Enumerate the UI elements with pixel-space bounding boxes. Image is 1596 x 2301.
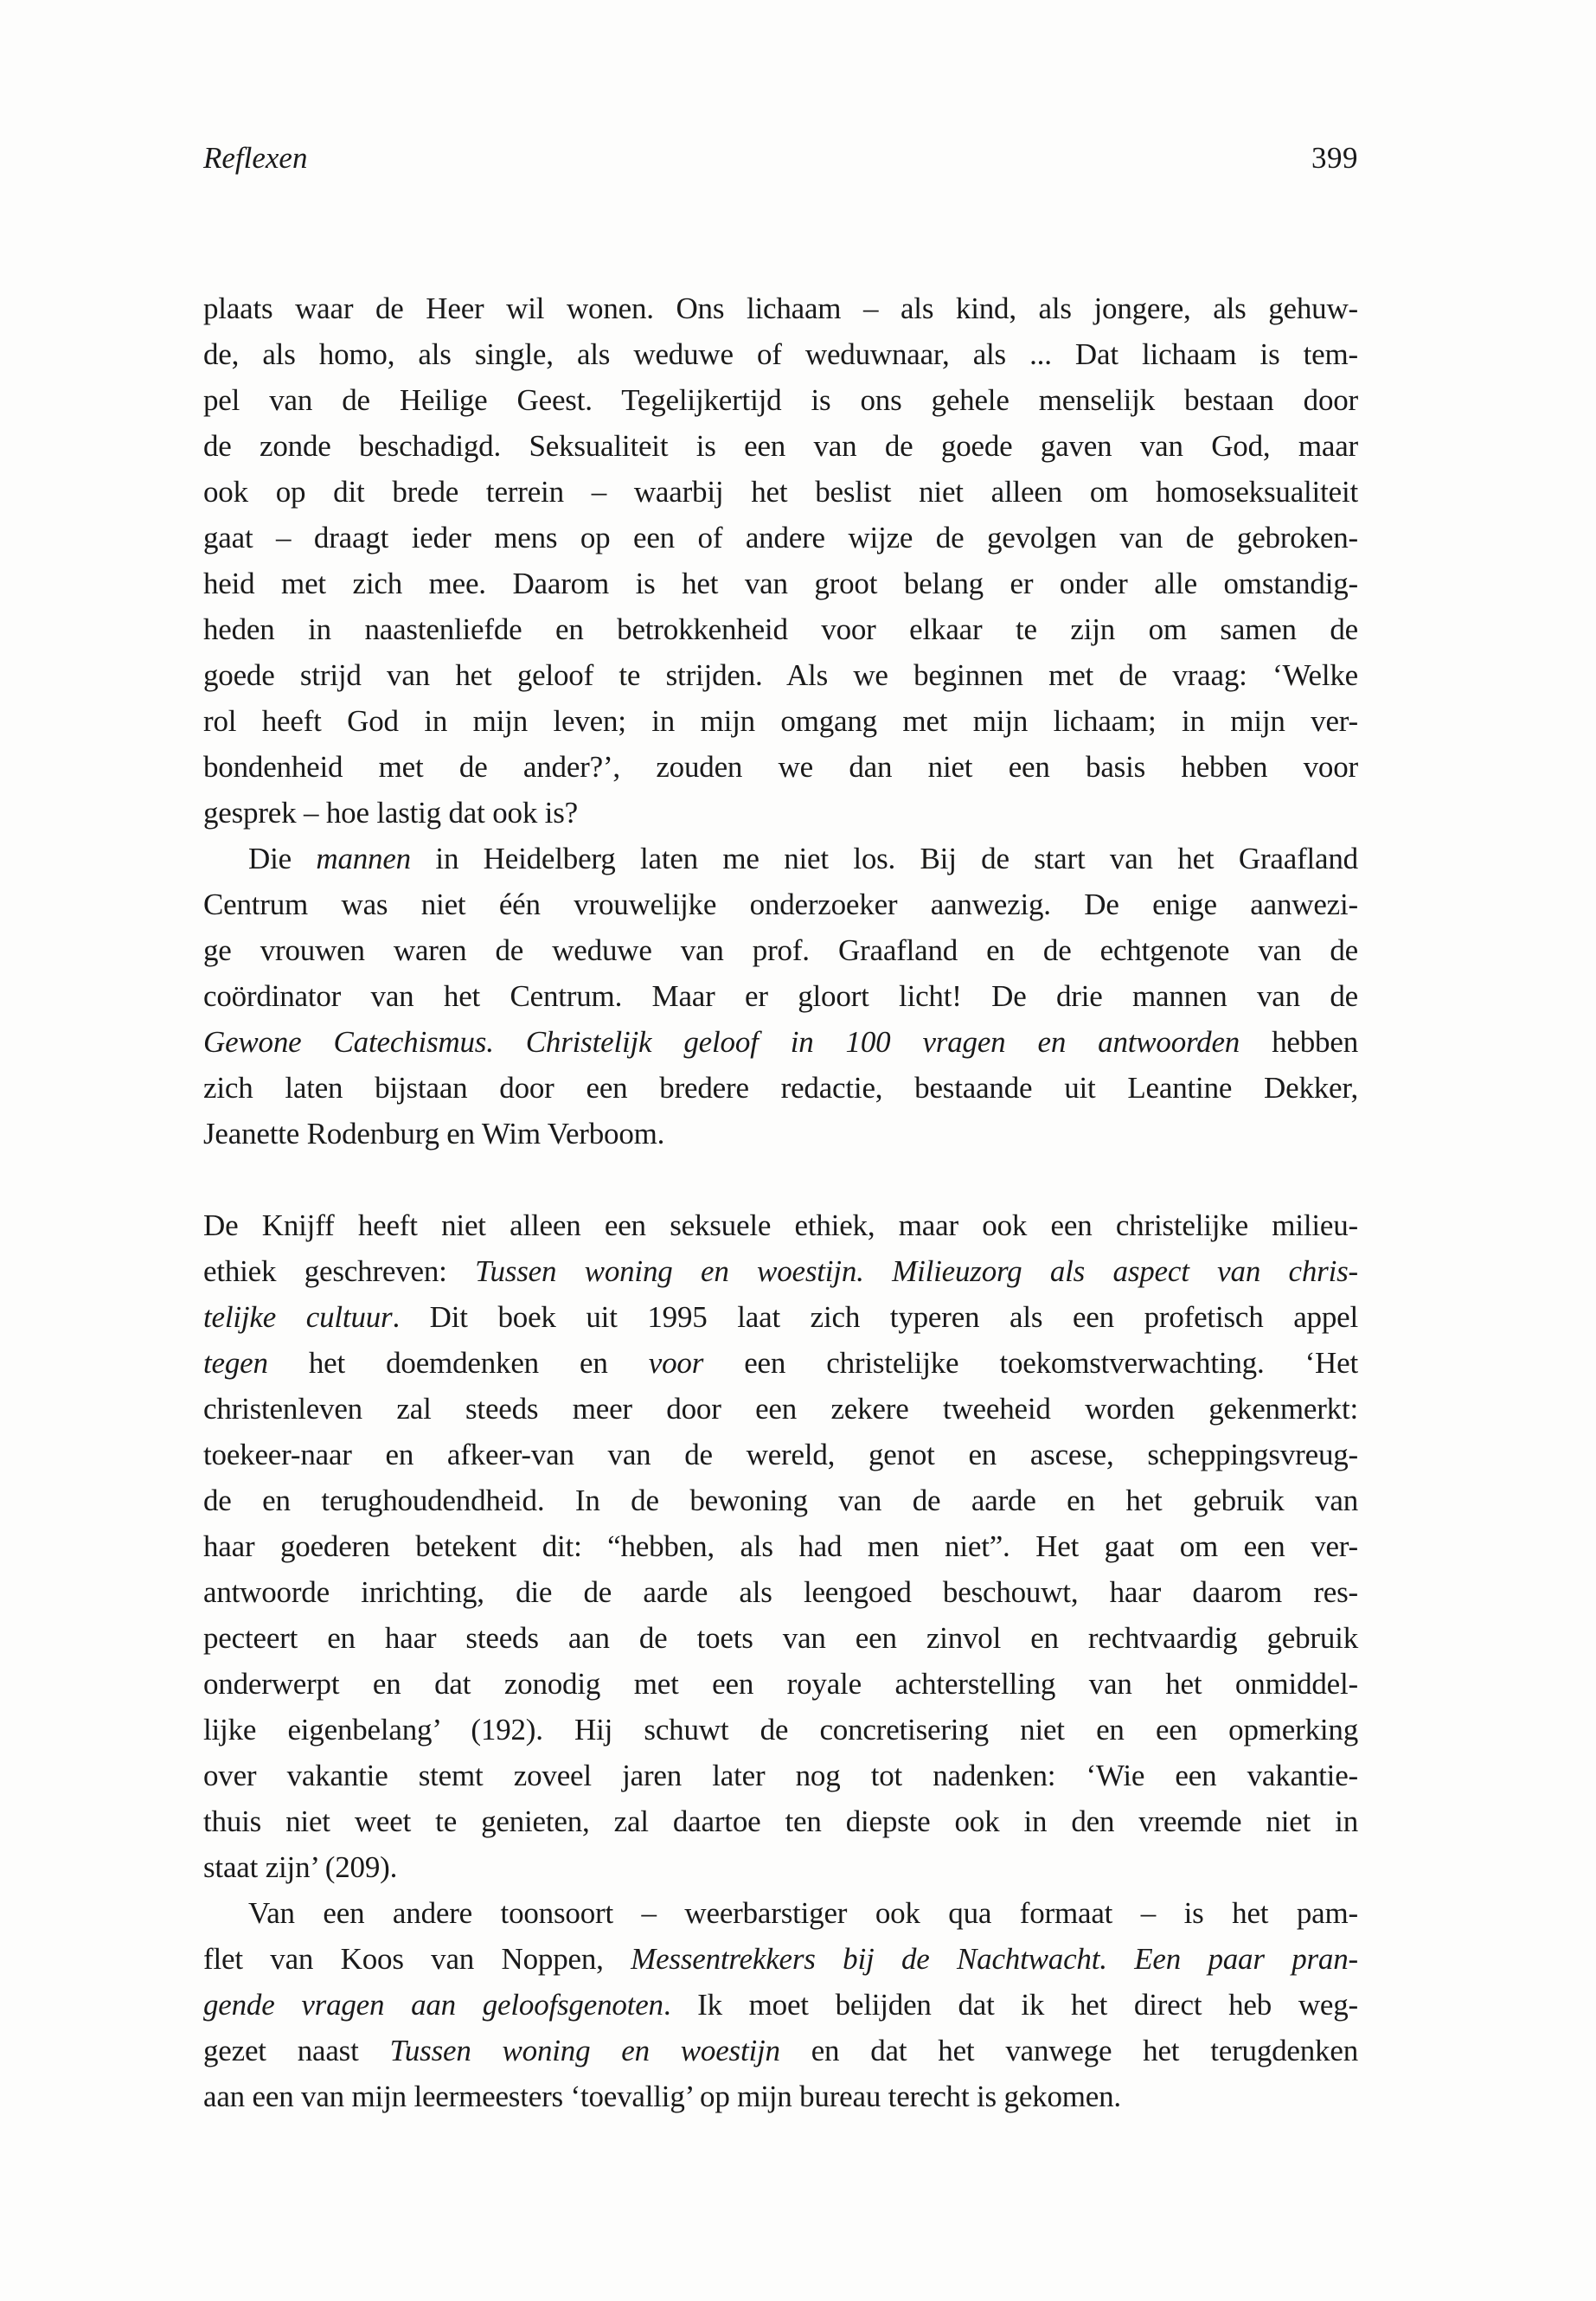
italic-text-run: gende vragen aan geloofsgenoten bbox=[203, 1988, 663, 2022]
text-line bbox=[203, 1065, 1358, 1111]
text-line bbox=[203, 1111, 1358, 1157]
italic-text-run: Tussen woning en woestijn. Milieuzorg als aspect van chris- bbox=[475, 1254, 1359, 1288]
text-line bbox=[203, 515, 1358, 561]
text-line bbox=[203, 561, 1358, 606]
text-line bbox=[203, 1523, 1358, 1569]
text-run: Van een andere toonsoort – weerbarstiger ook qua formaat – is het pam- bbox=[248, 1896, 1358, 1930]
text-line bbox=[203, 1477, 1358, 1523]
text-run: staat zijn’ (209). bbox=[203, 1850, 398, 1884]
text-line bbox=[203, 790, 1358, 836]
text-run: de en terughoudendheid. In de bewoning van de aarde en het gebruik van bbox=[203, 1484, 1358, 1517]
text-run: de zonde beschadigd. Seksualiteit is een van de goede gaven van God, maar bbox=[203, 429, 1358, 463]
text-line bbox=[203, 652, 1358, 698]
text-run: gezet naast bbox=[203, 2034, 390, 2067]
text-run: coördinator van het Centrum. Maar er gloort licht! De drie mannen van de bbox=[203, 979, 1358, 1013]
text-line bbox=[203, 469, 1358, 515]
italic-text-run: voor bbox=[648, 1346, 704, 1380]
text-line bbox=[203, 1386, 1358, 1432]
text-line bbox=[203, 2028, 1358, 2073]
text-run: . Ik moet belijden dat ik het direct heb weg- bbox=[663, 1988, 1358, 2022]
text-line bbox=[203, 1844, 1358, 1890]
text-run: pecteert en haar steeds aan de toets van een zinvol en rechtvaardig gebruik bbox=[203, 1621, 1358, 1655]
italic-text-run: mannen bbox=[316, 842, 411, 875]
text-line bbox=[203, 331, 1358, 377]
text-line bbox=[203, 1798, 1358, 1844]
italic-text-run: tegen bbox=[203, 1346, 268, 1380]
text-run: gaat – draagt ieder mens op een of andere wijze de gevolgen van de gebroken- bbox=[203, 521, 1358, 554]
text-run: onderwerpt en dat zonodig met een royale achterstelling van het onmiddel- bbox=[203, 1667, 1358, 1701]
text-run: christenleven zal steeds meer door een zekere tweeheid worden gekenmerkt: bbox=[203, 1392, 1358, 1426]
text-run: Jeanette Rodenburg en Wim Verboom. bbox=[203, 1117, 665, 1150]
text-line bbox=[203, 1661, 1358, 1707]
page-number: 399 bbox=[1311, 141, 1358, 175]
text-run: haar goederen betekent dit: “hebben, als had men niet”. Het gaat om een ver- bbox=[203, 1529, 1358, 1563]
text-run: . Dit boek uit 1995 laat zich typeren als een profetisch appel bbox=[392, 1300, 1358, 1334]
text-line bbox=[203, 1340, 1358, 1386]
text-line bbox=[203, 377, 1358, 423]
text-run: een christelijke toekomstverwachting. ‘Het bbox=[703, 1346, 1358, 1380]
text-line bbox=[203, 1982, 1358, 2028]
text-run: en dat het vanwege het terugdenken bbox=[779, 2034, 1358, 2067]
text-run: toekeer-naar en afkeer-van van de wereld, genot en ascese, scheppingsvreug- bbox=[203, 1438, 1358, 1471]
italic-text-run: Messentrekkers bij de Nachtwacht. Een paar pran- bbox=[631, 1942, 1358, 1976]
text-line bbox=[203, 881, 1358, 927]
text-line bbox=[203, 1615, 1358, 1661]
text-line bbox=[203, 1432, 1358, 1477]
text-run: heden in naastenliefde en betrokkenheid voor elkaar te zijn om samen de bbox=[203, 612, 1358, 646]
paragraph bbox=[203, 1202, 1358, 1890]
text-line bbox=[203, 423, 1358, 469]
text-line bbox=[203, 1294, 1358, 1340]
text-run: flet van Koos van Noppen, bbox=[203, 1942, 631, 1976]
text-line bbox=[203, 1753, 1358, 1798]
text-run: de, als homo, als single, als weduwe of weduwnaar, als ... Dat lichaam is tem- bbox=[203, 337, 1358, 371]
text-line bbox=[203, 1890, 1358, 1936]
text-run: rol heeft God in mijn leven; in mijn omgang met mijn lichaam; in mijn ver- bbox=[203, 704, 1358, 738]
paragraph bbox=[203, 1890, 1358, 2119]
text-run: pel van de Heilige Geest. Tegelijkertijd is ons gehele menselijk bestaan door bbox=[203, 383, 1358, 417]
italic-text-run: Tussen woning en woestijn bbox=[389, 2034, 780, 2067]
italic-text-run: Gewone Catechismus. Christelijk geloof in 100 vragen en antwoorden bbox=[203, 1025, 1240, 1059]
text-line bbox=[203, 1569, 1358, 1615]
text-run: heid met zich mee. Daarom is het van groot belang er onder alle omstandig- bbox=[203, 567, 1358, 600]
text-line bbox=[203, 1936, 1358, 1982]
text-run: aan een van mijn leermeesters ‘toevallig’ op mijn bureau terecht is gekomen. bbox=[203, 2080, 1121, 2113]
text-run: bondenheid met de ander?’, zouden we dan niet een basis hebben voor bbox=[203, 750, 1358, 784]
text-run: het doemdenken en bbox=[267, 1346, 649, 1380]
text-run: ook op dit brede terrein – waarbij het beslist niet alleen om homoseksualiteit bbox=[203, 475, 1358, 509]
text-run: hebben bbox=[1240, 1025, 1358, 1059]
text-run: ethiek geschreven: bbox=[203, 1254, 476, 1288]
paragraph bbox=[203, 836, 1358, 1157]
paragraph bbox=[203, 285, 1358, 836]
text-run: De Knijff heeft niet alleen een seksuele ethiek, maar ook een christelijke milieu- bbox=[203, 1208, 1358, 1242]
text-run: Centrum was niet één vrouwelijke onderzoeker aanwezig. De enige aanwezi- bbox=[203, 888, 1358, 921]
text-line bbox=[203, 698, 1358, 744]
text-run: thuis niet weet te genieten, zal daartoe ten diepste ook in den vreemde niet in bbox=[203, 1804, 1358, 1838]
text-line bbox=[203, 606, 1358, 652]
text-line bbox=[203, 836, 1358, 881]
text-line bbox=[203, 973, 1358, 1019]
body-text bbox=[203, 285, 1358, 2119]
text-run: in Heidelberg laten me niet los. Bij de start van het Graafland bbox=[411, 842, 1358, 875]
text-run: Die bbox=[248, 842, 317, 875]
running-header bbox=[203, 138, 1358, 178]
text-line bbox=[203, 1707, 1358, 1753]
text-run: antwoorde inrichting, die de aarde als leengoed beschouwt, haar daarom res- bbox=[203, 1575, 1358, 1609]
text-line bbox=[203, 1248, 1358, 1294]
text-run: goede strijd van het geloof te strijden. Als we beginnen met de vraag: ‘Welke bbox=[203, 658, 1358, 692]
text-line bbox=[203, 1019, 1358, 1065]
text-run: zich laten bijstaan door een bredere redactie, bestaande uit Leantine Dekker, bbox=[203, 1071, 1358, 1105]
text-run: ge vrouwen waren de weduwe van prof. Graafland en de echtgenote van de bbox=[203, 933, 1358, 967]
text-line bbox=[203, 285, 1358, 331]
text-line bbox=[203, 2073, 1358, 2119]
italic-text-run: telijke cultuur bbox=[203, 1300, 393, 1334]
text-run: lijke eigenbelang’ (192). Hij schuwt de concretisering niet en een opmerking bbox=[203, 1713, 1358, 1747]
text-run: gesprek – hoe lastig dat ook is? bbox=[203, 796, 578, 830]
text-run: plaats waar de Heer wil wonen. Ons lichaam – als kind, als jongere, als gehuw- bbox=[203, 292, 1358, 325]
text-line bbox=[203, 1202, 1358, 1248]
text-line bbox=[203, 744, 1358, 790]
text-line bbox=[203, 927, 1358, 973]
text-run: over vakantie stemt zoveel jaren later nog tot nadenken: ‘Wie een vakantie- bbox=[203, 1759, 1358, 1792]
page-title: Reflexen bbox=[203, 141, 308, 175]
